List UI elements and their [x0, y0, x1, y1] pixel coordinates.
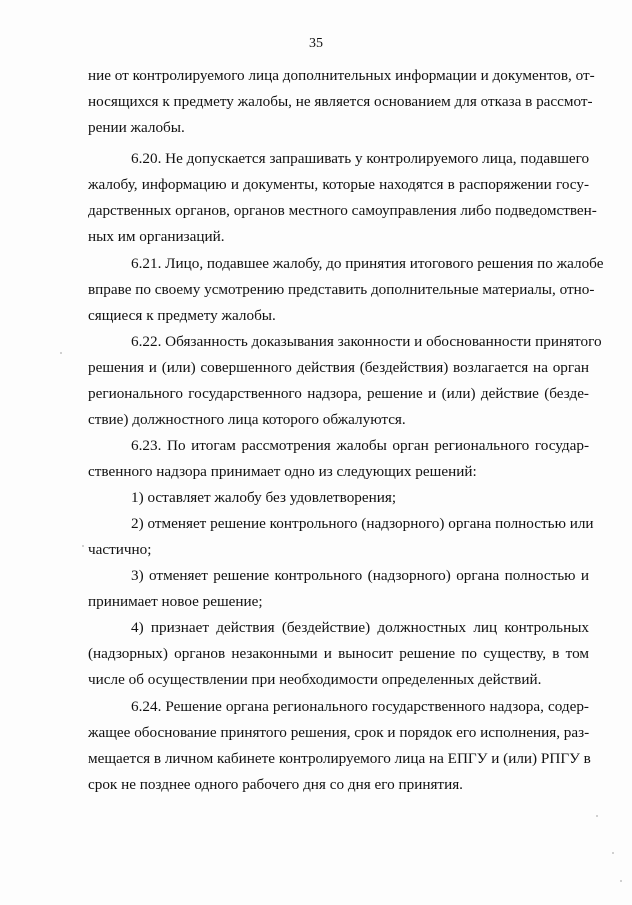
- text-line: рении жалобы.: [88, 119, 185, 136]
- text-line: 6.24. Решение органа регионального государственного надзора, содер-: [131, 698, 589, 715]
- text-line: принимает новое решение;: [88, 593, 263, 610]
- text-line: ние от контролируемого лица дополнительных информации и документов, от-: [88, 67, 595, 84]
- text-line: решения и (или) совершенного действия (бездействия) возлагается на орган: [88, 359, 589, 376]
- text-line: носящихся к предмету жалобы, не является основанием для отказа в рассмот-: [88, 93, 593, 110]
- text-line: регионального государственного надзора, решение и (или) действие (безде-: [88, 385, 589, 402]
- text-line: числе об осуществлении при необходимости определенных действий.: [88, 671, 542, 688]
- scan-speck: [60, 352, 62, 354]
- text-line: 1) оставляет жалобу без удовлетворения;: [131, 489, 397, 506]
- text-line: 6.22. Обязанность доказывания законности и обоснованности принятого: [131, 333, 602, 350]
- text-line: дарственных органов, органов местного самоуправления либо подведомствен-: [88, 202, 597, 219]
- text-line: вправе по своему усмотрению представить дополнительные материалы, отно-: [88, 281, 595, 298]
- text-line: 3) отменяет решение контрольного (надзорного) органа полностью и: [131, 567, 589, 584]
- text-line: ствие) должностного лица которого обжалуются.: [88, 411, 406, 428]
- scan-speck: [82, 545, 84, 547]
- text-line: жащее обоснование принятого решения, срок и порядок его исполнения, раз-: [88, 724, 590, 741]
- text-line: ственного надзора принимает одно из следующих решений:: [88, 463, 477, 480]
- text-line: ных им организаций.: [88, 228, 225, 245]
- text-line: сящиеся к предмету жалобы.: [88, 307, 276, 324]
- text-line: частично;: [88, 541, 152, 558]
- text-line: 4) признает действия (бездействие) должностных лиц контрольных: [131, 619, 589, 636]
- scan-speck: [612, 852, 614, 854]
- text-line: 6.20. Не допускается запрашивать у контролируемого лица, подавшего: [131, 150, 590, 167]
- text-line: мещается в личном кабинете контролируемого лица на ЕПГУ и (или) РПГУ в: [88, 750, 591, 767]
- scan-speck: [596, 815, 598, 817]
- text-line: 6.21. Лицо, подавшее жалобу, до принятия итогового решения по жалобе: [131, 255, 604, 272]
- scan-speck: [620, 880, 622, 882]
- page-number: 35: [309, 36, 323, 51]
- text-line: (надзорных) органов незаконными и выносит решение по существу, в том: [88, 645, 589, 662]
- text-line: срок не позднее одного рабочего дня со дня его принятия.: [88, 776, 463, 793]
- text-line: жалобу, информацию и документы, которые находятся в распоряжении госу-: [88, 176, 589, 193]
- text-line: 2) отменяет решение контрольного (надзорного) органа полностью или: [131, 515, 594, 532]
- text-line: 6.23. По итогам рассмотрения жалобы орган регионального государ-: [131, 437, 589, 454]
